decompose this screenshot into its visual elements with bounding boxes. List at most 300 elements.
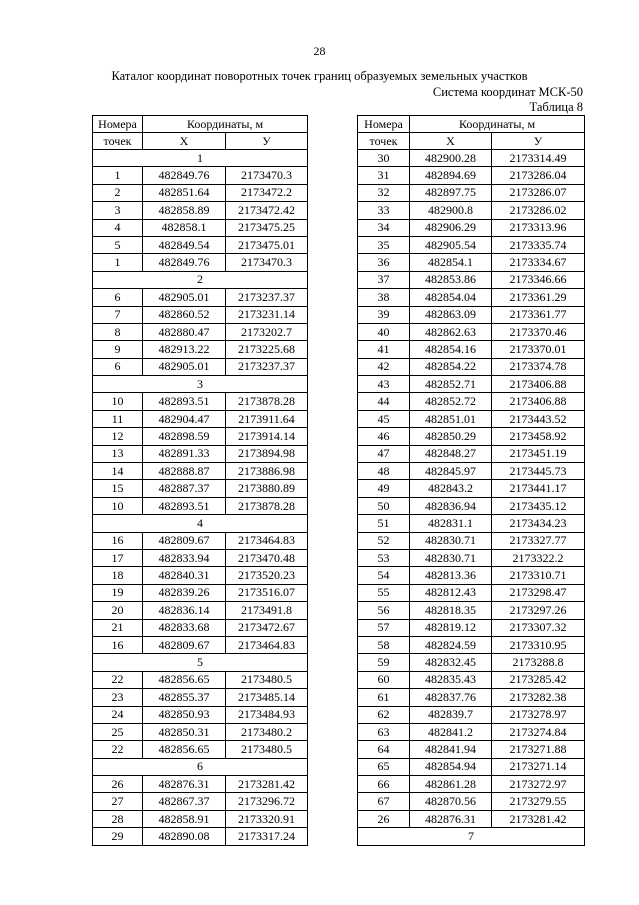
x-coordinate-cell: 482905.54 [410,236,492,253]
table-row [358,567,585,584]
y-coordinate-cell: 2173278.97 [492,706,585,723]
table-row [358,793,585,810]
point-number-cell: 56 [358,602,410,619]
table-row [93,689,308,706]
y-coordinate-cell: 2173470.3 [226,254,308,271]
y-coordinate-cell: 2173370.46 [492,323,585,340]
y-coordinate-cell: 2173346.66 [492,271,585,288]
table-row [358,671,585,688]
y-coordinate-cell: 2173288.8 [492,654,585,671]
y-coordinate-cell: 2173480.2 [226,723,308,740]
point-number-cell: 51 [358,515,410,532]
y-coordinate-cell: 2173272.97 [492,776,585,793]
y-coordinate-cell: 2173334.67 [492,254,585,271]
y-coordinate-cell: 2173297.26 [492,602,585,619]
page-number: 28 [313,44,326,58]
y-coordinate-cell: 2173317.24 [226,828,308,845]
header-y: У [492,133,585,150]
y-coordinate-cell: 2173314.49 [492,150,585,167]
x-coordinate-cell: 482841.94 [410,741,492,758]
x-coordinate-cell: 482809.67 [143,532,226,549]
x-coordinate-cell: 482876.31 [143,776,226,793]
y-coordinate-cell: 2173370.01 [492,341,585,358]
header-x: X [410,133,492,150]
x-coordinate-cell: 482850.31 [143,723,226,740]
y-coordinate-cell: 2173464.83 [226,636,308,653]
table-row [358,306,585,323]
x-coordinate-cell: 482900.28 [410,150,492,167]
y-coordinate-cell: 2173406.88 [492,376,585,393]
point-number-cell: 47 [358,445,410,462]
table-row [93,393,308,410]
point-number-cell: 10 [93,497,143,514]
table-row [358,810,585,827]
y-coordinate-cell: 2173313.96 [492,219,585,236]
y-coordinate-cell: 2173914.14 [226,428,308,445]
x-coordinate-cell: 482854.04 [410,289,492,306]
table-row [358,723,585,740]
table-label: Таблица 8 [529,100,583,114]
x-coordinate-cell: 482818.35 [410,602,492,619]
point-number-cell: 6 [93,358,143,375]
table-row [93,306,308,323]
point-number-cell: 27 [93,793,143,810]
x-coordinate-cell: 482852.72 [410,393,492,410]
point-number-cell: 52 [358,532,410,549]
table-row [93,549,308,566]
table-row [358,254,585,271]
y-coordinate-cell: 2173225.68 [226,341,308,358]
table-row [358,393,585,410]
x-coordinate-cell: 482837.76 [410,689,492,706]
x-coordinate-cell: 482891.33 [143,445,226,462]
x-coordinate-cell: 482813.36 [410,567,492,584]
table-row [93,219,308,236]
y-coordinate-cell: 2173445.73 [492,463,585,480]
header-coordinates: Координаты, м [410,116,585,133]
table-row [358,410,585,427]
table-row [358,184,585,201]
x-coordinate-cell: 482856.65 [143,741,226,758]
header-y: У [226,133,308,150]
point-number-cell: 43 [358,376,410,393]
table-row [93,532,308,549]
section-row [93,376,308,393]
section-row [93,654,308,671]
y-coordinate-cell: 2173472.42 [226,202,308,219]
y-coordinate-cell: 2173335.74 [492,236,585,253]
y-coordinate-cell: 2173279.55 [492,793,585,810]
table-row [358,480,585,497]
x-coordinate-cell: 482850.29 [410,428,492,445]
point-number-cell: 67 [358,793,410,810]
table-row [93,254,308,271]
header-coordinates: Координаты, м [143,116,308,133]
table-row [358,741,585,758]
y-coordinate-cell: 2173451.19 [492,445,585,462]
table-row [93,776,308,793]
x-coordinate-cell: 482849.54 [143,236,226,253]
table-row [93,358,308,375]
x-coordinate-cell: 482906.29 [410,219,492,236]
x-coordinate-cell: 482858.1 [143,219,226,236]
x-coordinate-cell: 482830.71 [410,532,492,549]
header-point-number-line1: Номера [93,116,143,133]
x-coordinate-cell: 482862.63 [410,323,492,340]
x-coordinate-cell: 482843.2 [410,480,492,497]
x-coordinate-cell: 482913.22 [143,341,226,358]
point-number-cell: 16 [93,636,143,653]
y-coordinate-cell: 2173441.17 [492,480,585,497]
x-coordinate-cell: 482876.31 [410,810,492,827]
table-row [358,636,585,653]
point-number-cell: 4 [93,219,143,236]
y-coordinate-cell: 2173298.47 [492,584,585,601]
y-coordinate-cell: 2173286.07 [492,184,585,201]
x-coordinate-cell: 482831.1 [410,515,492,532]
y-coordinate-cell: 2173886.98 [226,463,308,480]
y-coordinate-cell: 2173520.23 [226,567,308,584]
x-coordinate-cell: 482830.71 [410,549,492,566]
y-coordinate-cell: 2173285.42 [492,671,585,688]
y-coordinate-cell: 2173880.89 [226,480,308,497]
y-coordinate-cell: 2173281.42 [492,810,585,827]
table-row [358,584,585,601]
point-number-cell: 9 [93,341,143,358]
x-coordinate-cell: 482855.37 [143,689,226,706]
point-number-cell: 22 [93,671,143,688]
point-number-cell: 11 [93,410,143,427]
table-row [93,741,308,758]
x-coordinate-cell: 482905.01 [143,358,226,375]
table-row [358,289,585,306]
table-row [93,236,308,253]
point-number-cell: 1 [93,254,143,271]
header-x: X [143,133,226,150]
table-row [358,219,585,236]
point-number-cell: 17 [93,549,143,566]
y-coordinate-cell: 2173485.14 [226,689,308,706]
x-coordinate-cell: 482852.71 [410,376,492,393]
table-row [358,150,585,167]
table-row [93,810,308,827]
x-coordinate-cell: 482888.87 [143,463,226,480]
x-coordinate-cell: 482839.26 [143,584,226,601]
point-number-cell: 2 [93,184,143,201]
x-coordinate-cell: 482894.69 [410,167,492,184]
point-number-cell: 48 [358,463,410,480]
point-number-cell: 65 [358,758,410,775]
y-coordinate-cell: 2173464.83 [226,532,308,549]
y-coordinate-cell: 2173202.7 [226,323,308,340]
table-row [93,584,308,601]
section-number: 2 [93,271,308,288]
x-coordinate-cell: 482854.22 [410,358,492,375]
point-number-cell: 20 [93,602,143,619]
section-number: 7 [358,828,585,845]
x-coordinate-cell: 482848.27 [410,445,492,462]
table-row [358,776,585,793]
point-number-cell: 24 [93,706,143,723]
y-coordinate-cell: 2173458.92 [492,428,585,445]
table-row [358,202,585,219]
x-coordinate-cell: 482858.89 [143,202,226,219]
section-number: 6 [93,758,308,775]
table-row [358,323,585,340]
table-row [358,758,585,775]
y-coordinate-cell: 2173516.07 [226,584,308,601]
y-coordinate-cell: 2173327.77 [492,532,585,549]
point-number-cell: 46 [358,428,410,445]
x-coordinate-cell: 482904.47 [143,410,226,427]
x-coordinate-cell: 482851.01 [410,410,492,427]
table-row [358,445,585,462]
table-row [93,567,308,584]
point-number-cell: 53 [358,549,410,566]
x-coordinate-cell: 482809.67 [143,636,226,653]
x-coordinate-cell: 482854.1 [410,254,492,271]
table-row [93,289,308,306]
point-number-cell: 55 [358,584,410,601]
y-coordinate-cell: 2173361.77 [492,306,585,323]
y-coordinate-cell: 2173443.52 [492,410,585,427]
y-coordinate-cell: 2173361.29 [492,289,585,306]
table-row [93,619,308,636]
y-coordinate-cell: 2173480.5 [226,671,308,688]
coordinates-table-left [92,115,308,846]
table-row [93,167,308,184]
point-number-cell: 22 [93,741,143,758]
point-number-cell: 30 [358,150,410,167]
section-number: 3 [93,376,308,393]
header-point-number-line1: Номера [358,116,410,133]
point-number-cell: 18 [93,567,143,584]
y-coordinate-cell: 2173271.14 [492,758,585,775]
point-number-cell: 34 [358,219,410,236]
x-coordinate-cell: 482812.43 [410,584,492,601]
x-coordinate-cell: 482900.8 [410,202,492,219]
x-coordinate-cell: 482840.31 [143,567,226,584]
table-row [358,602,585,619]
table-row [358,619,585,636]
x-coordinate-cell: 482893.51 [143,393,226,410]
section-row [93,515,308,532]
x-coordinate-cell: 482853.86 [410,271,492,288]
table-body-left [93,150,308,846]
y-coordinate-cell: 2173435.12 [492,497,585,514]
x-coordinate-cell: 482870.56 [410,793,492,810]
x-coordinate-cell: 482860.52 [143,306,226,323]
x-coordinate-cell: 482850.93 [143,706,226,723]
point-number-cell: 35 [358,236,410,253]
y-coordinate-cell: 2173231.14 [226,306,308,323]
point-number-cell: 23 [93,689,143,706]
y-coordinate-cell: 2173484.93 [226,706,308,723]
y-coordinate-cell: 2173434.23 [492,515,585,532]
point-number-cell: 1 [93,167,143,184]
table-row [93,445,308,462]
header-point-number-line2: точек [93,133,143,150]
table-row [358,271,585,288]
x-coordinate-cell: 482849.76 [143,254,226,271]
y-coordinate-cell: 2173894.98 [226,445,308,462]
point-number-cell: 3 [93,202,143,219]
y-coordinate-cell: 2173878.28 [226,393,308,410]
coordinates-table-right [357,115,585,846]
x-coordinate-cell: 482898.59 [143,428,226,445]
table-row [358,428,585,445]
point-number-cell: 66 [358,776,410,793]
table-row [358,376,585,393]
table-row [93,202,308,219]
table-row [93,497,308,514]
point-number-cell: 14 [93,463,143,480]
section-row [93,758,308,775]
point-number-cell: 40 [358,323,410,340]
x-coordinate-cell: 482839.7 [410,706,492,723]
y-coordinate-cell: 2173310.71 [492,567,585,584]
y-coordinate-cell: 2173472.67 [226,619,308,636]
point-number-cell: 60 [358,671,410,688]
point-number-cell: 63 [358,723,410,740]
section-row [93,271,308,288]
table-row [93,602,308,619]
y-coordinate-cell: 2173237.37 [226,289,308,306]
table-row [358,463,585,480]
table-row [93,323,308,340]
y-coordinate-cell: 2173282.38 [492,689,585,706]
x-coordinate-cell: 482835.43 [410,671,492,688]
x-coordinate-cell: 482832.45 [410,654,492,671]
document-title: Каталог координат поворотных точек границ образуемых земельных участков [111,69,528,83]
y-coordinate-cell: 2173475.25 [226,219,308,236]
y-coordinate-cell: 2173475.01 [226,236,308,253]
point-number-cell: 6 [93,289,143,306]
point-number-cell: 50 [358,497,410,514]
point-number-cell: 13 [93,445,143,462]
y-coordinate-cell: 2173470.3 [226,167,308,184]
y-coordinate-cell: 2173878.28 [226,497,308,514]
x-coordinate-cell: 482841.2 [410,723,492,740]
section-number: 5 [93,654,308,671]
x-coordinate-cell: 482851.64 [143,184,226,201]
point-number-cell: 31 [358,167,410,184]
x-coordinate-cell: 482893.51 [143,497,226,514]
y-coordinate-cell: 2173322.2 [492,549,585,566]
y-coordinate-cell: 2173472.2 [226,184,308,201]
table-row [358,341,585,358]
point-number-cell: 49 [358,480,410,497]
y-coordinate-cell: 2173911.64 [226,410,308,427]
x-coordinate-cell: 482836.94 [410,497,492,514]
y-coordinate-cell: 2173281.42 [226,776,308,793]
table-body-right [358,150,585,846]
table-row [93,341,308,358]
x-coordinate-cell: 482863.09 [410,306,492,323]
y-coordinate-cell: 2173320.91 [226,810,308,827]
point-number-cell: 44 [358,393,410,410]
point-number-cell: 42 [358,358,410,375]
table-row [93,723,308,740]
table-row [358,515,585,532]
point-number-cell: 12 [93,428,143,445]
x-coordinate-cell: 482858.91 [143,810,226,827]
coordinate-system: Система координат МСК-50 [432,85,583,99]
y-coordinate-cell: 2173374.78 [492,358,585,375]
point-number-cell: 26 [358,810,410,827]
header-point-number-line2: точек [358,133,410,150]
section-row [358,828,585,845]
point-number-cell: 54 [358,567,410,584]
x-coordinate-cell: 482861.28 [410,776,492,793]
point-number-cell: 25 [93,723,143,740]
point-number-cell: 37 [358,271,410,288]
table-row [358,689,585,706]
y-coordinate-cell: 2173286.04 [492,167,585,184]
table-row [93,410,308,427]
point-number-cell: 64 [358,741,410,758]
x-coordinate-cell: 482824.59 [410,636,492,653]
x-coordinate-cell: 482854.94 [410,758,492,775]
x-coordinate-cell: 482856.65 [143,671,226,688]
point-number-cell: 19 [93,584,143,601]
point-number-cell: 62 [358,706,410,723]
x-coordinate-cell: 482887.37 [143,480,226,497]
point-number-cell: 15 [93,480,143,497]
x-coordinate-cell: 482880.47 [143,323,226,340]
y-coordinate-cell: 2173296.72 [226,793,308,810]
table-row [93,828,308,845]
y-coordinate-cell: 2173274.84 [492,723,585,740]
y-coordinate-cell: 2173286.02 [492,202,585,219]
point-number-cell: 26 [93,776,143,793]
y-coordinate-cell: 2173237.37 [226,358,308,375]
point-number-cell: 5 [93,236,143,253]
y-coordinate-cell: 2173271.88 [492,741,585,758]
y-coordinate-cell: 2173480.5 [226,741,308,758]
x-coordinate-cell: 482867.37 [143,793,226,810]
table-row [93,793,308,810]
point-number-cell: 61 [358,689,410,706]
table-row [358,236,585,253]
x-coordinate-cell: 482833.94 [143,549,226,566]
point-number-cell: 8 [93,323,143,340]
point-number-cell: 32 [358,184,410,201]
table-row [358,167,585,184]
x-coordinate-cell: 482836.14 [143,602,226,619]
y-coordinate-cell: 2173406.88 [492,393,585,410]
table-row [358,549,585,566]
table-row [93,480,308,497]
x-coordinate-cell: 482845.97 [410,463,492,480]
point-number-cell: 33 [358,202,410,219]
section-row [93,150,308,167]
x-coordinate-cell: 482819.12 [410,619,492,636]
table-row [93,636,308,653]
y-coordinate-cell: 2173470.48 [226,549,308,566]
x-coordinate-cell: 482833.68 [143,619,226,636]
point-number-cell: 7 [93,306,143,323]
point-number-cell: 16 [93,532,143,549]
point-number-cell: 58 [358,636,410,653]
point-number-cell: 38 [358,289,410,306]
point-number-cell: 36 [358,254,410,271]
point-number-cell: 39 [358,306,410,323]
x-coordinate-cell: 482854.16 [410,341,492,358]
x-coordinate-cell: 482905.01 [143,289,226,306]
point-number-cell: 21 [93,619,143,636]
y-coordinate-cell: 2173491.8 [226,602,308,619]
